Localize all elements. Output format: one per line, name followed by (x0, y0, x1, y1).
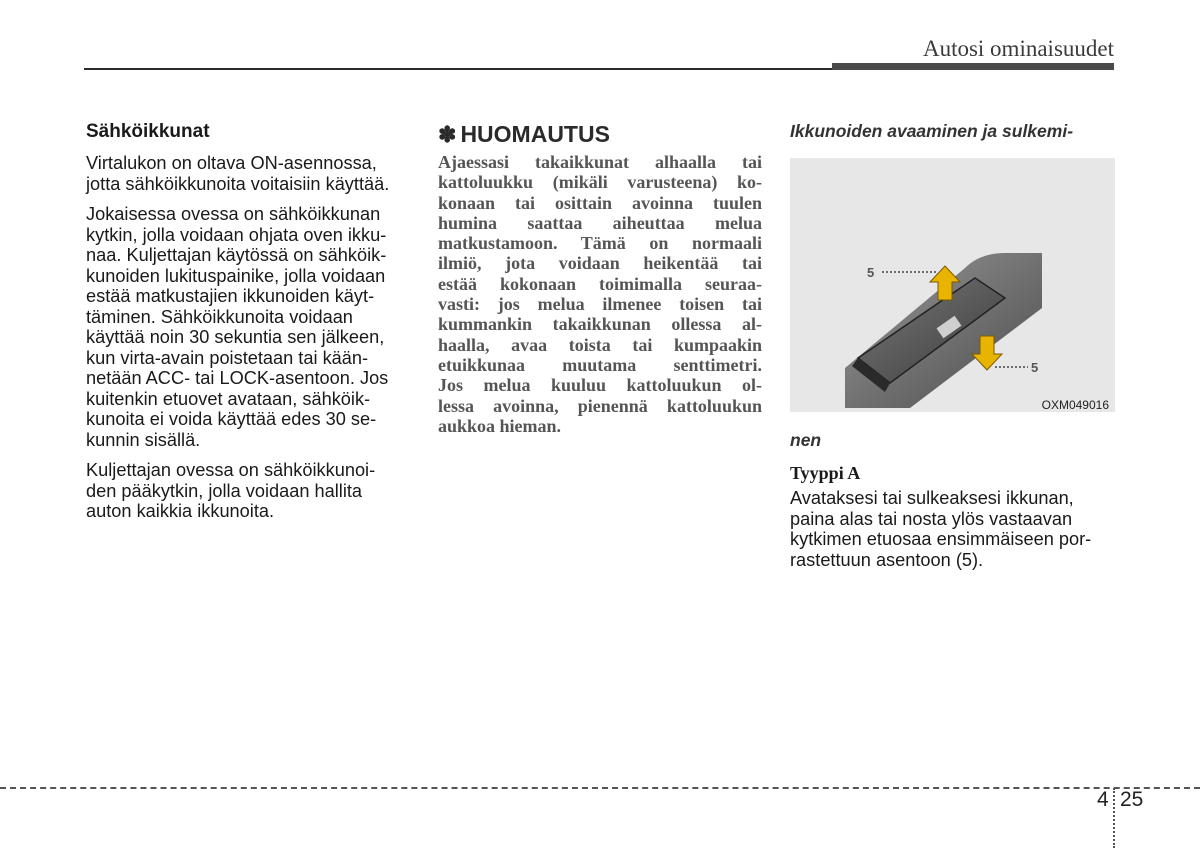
asterisk-icon: ✽ (438, 122, 457, 147)
text-line: kummankin takaikkunan ollessa al- (438, 314, 762, 335)
text-line: lessa avoinna, pienennä kattoluukun (438, 395, 762, 416)
paragraph (790, 488, 1115, 570)
paragraph (86, 204, 409, 450)
text-line: estää kokonaan toimimalla seuraa- (438, 273, 762, 294)
text-line: humina saattaa aiheuttaa melua (438, 212, 762, 233)
text-line: kunnin sisällä. (86, 429, 201, 450)
note-body (438, 152, 762, 436)
note-heading (438, 121, 762, 148)
text-line: matkustamoon. Tämä on normaali (438, 233, 762, 254)
text-line: rastettuun asentoon (5). (790, 549, 984, 570)
running-header-title: Autosi ominaisuudet (922, 36, 1114, 61)
text-line: Ajaessasi takaikkunat alhaalla tai (438, 152, 762, 172)
text-line: kun virta-avain poistetaan tai kään- (86, 347, 369, 368)
header-rule (84, 68, 834, 70)
subheading-continuation: nen (790, 430, 822, 450)
text-line: netään ACC- tai LOCK-asentoon. Jos (86, 368, 389, 388)
text-line: täminen. Sähköikkunoita voidaan (86, 306, 353, 327)
text-line: auton kaikkia ikkunoita. (86, 501, 275, 521)
text-line: konaan tai osittain avoinna tuulen (438, 192, 762, 213)
chapter-number: 4 (1097, 788, 1109, 811)
text-line: ilmiö, jota voidaan heikentää tai (438, 253, 762, 274)
text-line: haalla, avaa toista tai kumpaakin (438, 334, 762, 355)
window-switch-illustration (790, 158, 1115, 412)
window-switch-figure (790, 158, 1115, 412)
paragraph (86, 153, 409, 194)
text-line: Virtalukon on oltava ON-asennossa, (86, 153, 377, 173)
text-line: Kuljettajan ovessa on sähköikkunoi- (86, 460, 376, 480)
text-line: estää matkustajien ikkunoiden käyt- (86, 286, 375, 306)
note-title: HUOMAUTUS (460, 121, 610, 147)
text-line: kuitenkin etuovet avataan, sähköik- (86, 388, 371, 409)
page-number: 25 (1120, 788, 1144, 811)
callout-label: 5 (867, 265, 875, 280)
text-line: paina alas tai nosta ylös vastaavan (790, 508, 1073, 529)
text-line: vasti: jos melua ilmenee toisen tai (438, 294, 762, 315)
text-line: Jos melua kuuluu kattoluukun ol- (438, 375, 762, 396)
header-rule-thick (832, 63, 1114, 70)
text-line: aukkoa hieman. (438, 415, 562, 436)
text-line: naa. Kuljettajan käytössä on sähköik- (86, 245, 387, 265)
figure-code: OXM049016 (1041, 398, 1109, 412)
text-line: kunoita ei voida käyttää edes 30 se- (86, 409, 377, 429)
footer-rule (0, 787, 1200, 789)
text-line: den pääkytkin, jolla voidaan hallita (86, 480, 363, 501)
column-left (86, 121, 409, 532)
paragraph (86, 460, 409, 522)
text-line: etuikkunaa muutama senttimetri. (438, 354, 762, 375)
text-line: kytkin, jolla voidaan ohjata oven ikku- (86, 224, 387, 245)
section-heading: Sähköikkunat (86, 121, 210, 142)
text-line: kunoiden lukituspainike, jolla voidaan (86, 265, 386, 286)
column-right (790, 121, 1115, 580)
type-label: Tyyppi A (790, 463, 861, 483)
text-line: käyttää noin 30 sekuntia sen jälkeen, (86, 327, 385, 347)
text-line: jotta sähköikkunoita voitaisiin käyttää. (86, 173, 390, 194)
callout-label: 5 (1031, 360, 1039, 375)
text-line: Avataksesi tai sulkeaksesi ikkunan, (790, 488, 1074, 508)
text-line: kattoluukku (mikäli varusteena) ko- (438, 172, 762, 193)
text-line: kytkimen etuosaa ensimmäiseen por- (790, 529, 1092, 549)
subheading: Ikkunoiden avaaminen ja sulkemi- (790, 121, 1074, 141)
text-line: Jokaisessa ovessa on sähköikkunan (86, 204, 381, 224)
column-middle (438, 121, 762, 436)
page-number-separator (1113, 788, 1115, 848)
